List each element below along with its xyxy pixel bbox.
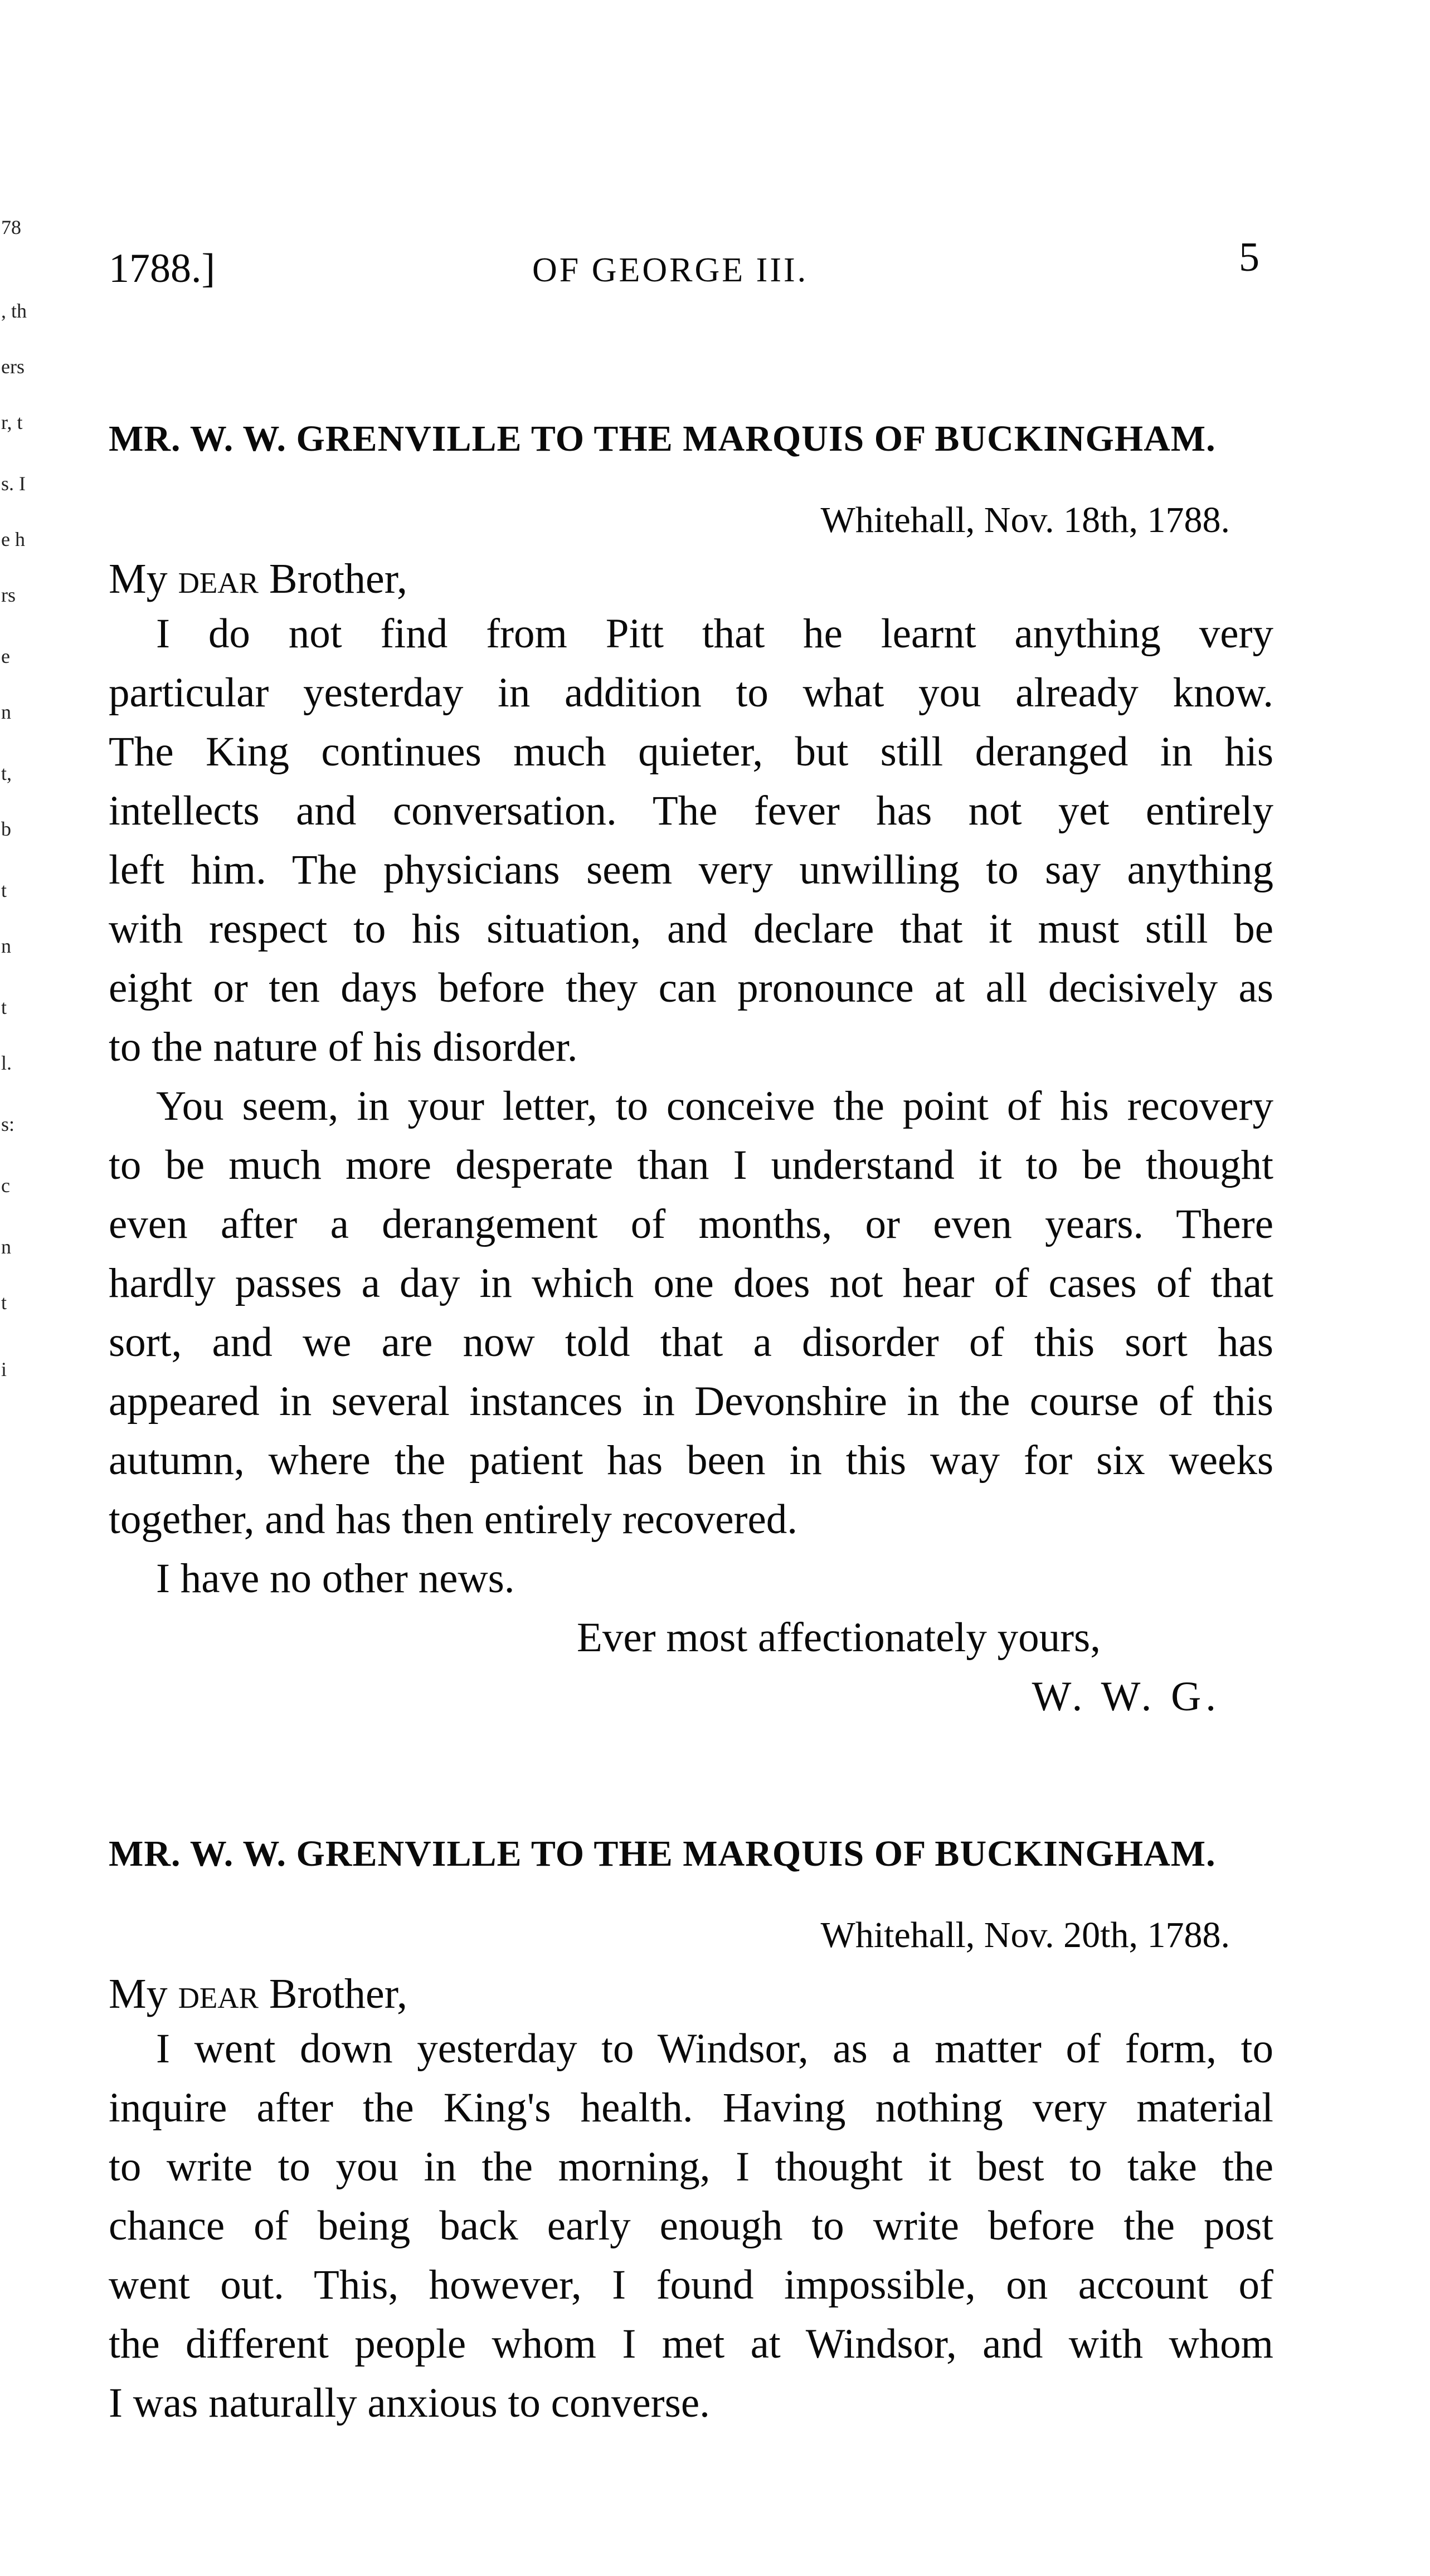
salutation-small-caps: dear xyxy=(178,1970,259,2017)
letter-paragraph xyxy=(109,604,1273,1077)
text-line: I went down yesterday to Windsor, as a matter of form, to xyxy=(156,2026,1273,2072)
text-line: intellects and conversation. The fever has not yet entirely xyxy=(109,788,1273,834)
gutter-fragment: r, t xyxy=(1,411,23,433)
gutter-fragment: n xyxy=(1,701,11,723)
letter-salutation xyxy=(109,555,1273,602)
text-line: to the nature of his disorder. xyxy=(109,1024,578,1070)
text-line: eight or ten days before they can pronounce at all decisively as xyxy=(109,965,1273,1011)
text-line: I do not find from Pitt that he learnt anything very xyxy=(156,611,1273,657)
gutter-fragment: n xyxy=(1,1236,11,1258)
gutter-fragment: t xyxy=(1,879,7,901)
text-line: hardly passes a day in which one does not hear of cases of that xyxy=(109,1260,1273,1306)
text-line: to write to you in the morning, I thought it best to take the xyxy=(109,2144,1273,2190)
gutter-fragment: 78 xyxy=(1,216,21,238)
text-line: chance of being back early enough to write before the post xyxy=(109,2203,1273,2249)
letter-heading: MR. W. W. GRENVILLE TO THE MARQUIS OF BUCKINGHAM. xyxy=(109,1833,1216,1874)
text-line: went out. This, however, I found impossible, on account of xyxy=(109,2262,1273,2308)
gutter-fragment: b xyxy=(1,818,11,840)
gutter-fragment: s: xyxy=(1,1113,15,1135)
salutation-small-caps: dear xyxy=(178,555,259,602)
letter-salutation xyxy=(109,1970,1273,2017)
gutter-fragment: l. xyxy=(1,1052,12,1074)
gutter-fragment: rs xyxy=(1,584,16,606)
salutation-part: My xyxy=(109,555,178,602)
text-line: inquire after the King's health. Having nothing very material xyxy=(109,2085,1273,2131)
gutter-fragment: ers xyxy=(1,355,25,378)
gutter-fragment: t, xyxy=(1,762,12,784)
letter-dateline: Whitehall, Nov. 18th, 1788. xyxy=(820,500,1230,540)
salutation-part: Brother, xyxy=(258,555,407,602)
gutter-fragment: t xyxy=(1,996,7,1018)
gutter-fragment: s. I xyxy=(1,472,26,495)
letter-paragraph xyxy=(109,2019,1273,2433)
text-line: I was naturally anxious to converse. xyxy=(109,2380,710,2426)
letter-dateline: Whitehall, Nov. 20th, 1788. xyxy=(820,1915,1230,1955)
gutter-fragment: , th xyxy=(1,300,27,322)
letter-1 xyxy=(109,418,1273,1726)
letter-closing: Ever most affectionately yours, xyxy=(577,1614,1101,1661)
text-line: sort, and we are now told that a disorder of this sort has xyxy=(109,1319,1273,1365)
gutter-fragment: c xyxy=(1,1174,10,1197)
letter-2 xyxy=(109,1833,1273,2433)
gutter-fragment: e xyxy=(1,645,10,667)
text-line: the different people whom I met at Windsor, and with whom xyxy=(109,2321,1273,2367)
text-line: to be much more desperate than I understand it to be thought xyxy=(109,1142,1273,1188)
letter-paragraph xyxy=(109,1077,1273,1549)
text-line: with respect to his situation, and declare that it must still be xyxy=(109,906,1273,952)
text-line: appeared in several instances in Devonshire in the course of this xyxy=(109,1378,1273,1424)
text-line: autumn, where the patient has been in this way for six weeks xyxy=(109,1437,1273,1484)
text-line: I have no other news. xyxy=(156,1555,515,1602)
letter-signature: W. W. G. xyxy=(1032,1674,1220,1720)
gutter-fragment: t xyxy=(1,1291,7,1314)
text-line: even after a derangement of months, or even years. There xyxy=(109,1201,1273,1247)
text-line: together, and has then entirely recovered. xyxy=(109,1496,798,1543)
text-line: left him. The physicians seem very unwilling to say anything xyxy=(109,847,1273,893)
page-number: 5 xyxy=(1239,235,1259,280)
text-line: You seem, in your letter, to conceive the point of his recovery xyxy=(156,1083,1273,1129)
letter-paragraph xyxy=(109,1549,1273,1608)
salutation-part: Brother, xyxy=(258,1970,407,2017)
salutation-part: My xyxy=(109,1970,178,2017)
gutter-fragment: e h xyxy=(1,528,25,550)
running-head xyxy=(109,234,1273,301)
running-head-year: 1788.] xyxy=(109,246,216,291)
running-head-title: OF GEORGE III. xyxy=(532,251,809,289)
text-line: particular yesterday in addition to what you already know. xyxy=(109,670,1273,716)
text-line: The King continues much quieter, but still deranged in his xyxy=(109,729,1273,775)
gutter-fragment: n xyxy=(1,935,11,957)
letter-heading: MR. W. W. GRENVILLE TO THE MARQUIS OF BUCKINGHAM. xyxy=(109,418,1216,459)
gutter-fragment: i xyxy=(1,1358,7,1380)
